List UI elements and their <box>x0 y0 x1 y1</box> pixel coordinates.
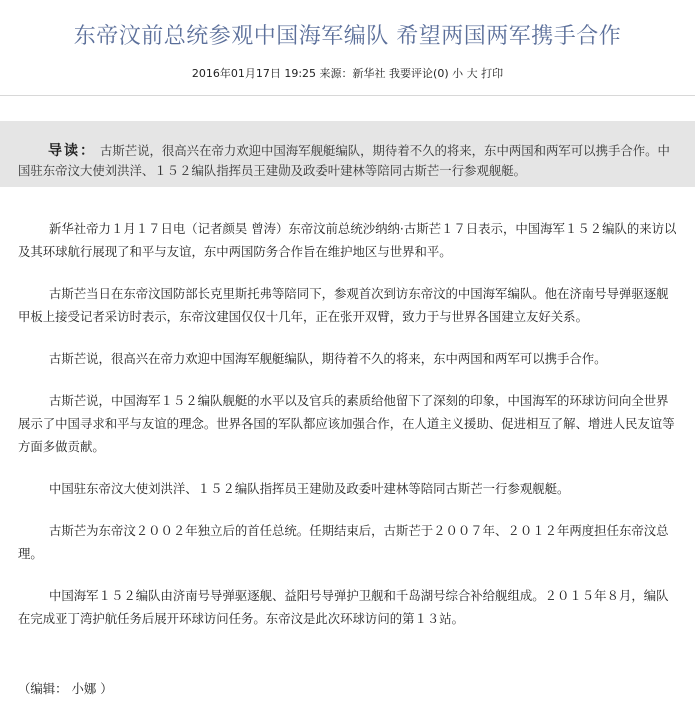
print-link[interactable]: 打印 <box>481 67 504 80</box>
body-paragraph: 中国驻东帝汶大使刘洪洋、１５２编队指挥员王建勋及政委叶建林等陪同古斯芒一行参观舰艇。 <box>49 481 570 496</box>
body-paragraph: 中国海军１５２编队由济南号导弹驱逐舰、益阳号导弹护卫舰和千岛湖号综合补给舰组成。２０１５年８月，编队在完成亚丁湾护航任务后展开环球访问任务。东帝汶是此次环球访问的第１３站。 <box>18 588 669 626</box>
lead-paragraph <box>0 141 695 180</box>
source-label: 来源：新华社 <box>319 67 386 80</box>
body-paragraph: 新华社帝力１月１７日电（记者颜昊 曾涛）东帝汶前总统沙纳纳·古斯芒１７日表示，中国海军１５２编队的来访以及其环球航行展现了和平与友谊，东中两国防务合作旨在维护地区与世界和平。 <box>18 221 677 259</box>
body-paragraph: 古斯芒为东帝汶２００２年独立后的首任总统。任期结束后，古斯芒于２００７年、２０１２年两度担任东帝汶总理。 <box>18 523 669 561</box>
header-divider <box>0 95 695 96</box>
article-body <box>18 217 678 649</box>
body-paragraph: 古斯芒当日在东帝汶国防部长克里斯托弗等陪同下，参观首次到访东帝汶的中国海军编队。他在济南号导弹驱逐舰甲板上接受记者采访时表示，东帝汶建国仅仅十几年，正在张开双臂，致力于与世界各国建立友好关系。 <box>18 286 669 324</box>
font-big-link[interactable]: 大 <box>466 67 478 80</box>
lead-label: 导读： <box>48 143 96 159</box>
lead-text: 古斯芒说，很高兴在帝力欢迎中国海军舰艇编队，期待着不久的将来，东中两国和两军可以携手合作。中国驻东帝汶大使刘洪洋、１５２编队指挥员王建勋及政委叶建林等陪同古斯芒一行参观舰艇。 <box>18 143 670 178</box>
font-small-link[interactable]: 小 <box>452 67 464 80</box>
lead-summary-box <box>0 121 695 187</box>
article-meta <box>0 66 695 82</box>
article-title: 东帝汶前总统参观中国海军编队 希望两国两军携手合作 <box>73 24 622 49</box>
body-paragraph: 古斯芒说，很高兴在帝力欢迎中国海军舰艇编队，期待着不久的将来，东中两国和两军可以携手合作。 <box>49 351 607 366</box>
comment-link[interactable]: 我要评论(0) <box>389 67 449 80</box>
body-paragraph: 古斯芒说，中国海军１５２编队舰艇的水平以及官兵的素质给他留下了深刻的印象，中国海军的环球访问向全世界展示了中国寻求和平与友谊的理念。世界各国的军队都应该加强合作，在人道主义援助、促进相互了解、增进人民友谊等方面多做贡献。 <box>18 393 675 454</box>
editor-credit: （编辑： 小娜 ） <box>18 681 113 696</box>
publish-datetime: 2016年01月17日 19:25 <box>191 67 317 80</box>
